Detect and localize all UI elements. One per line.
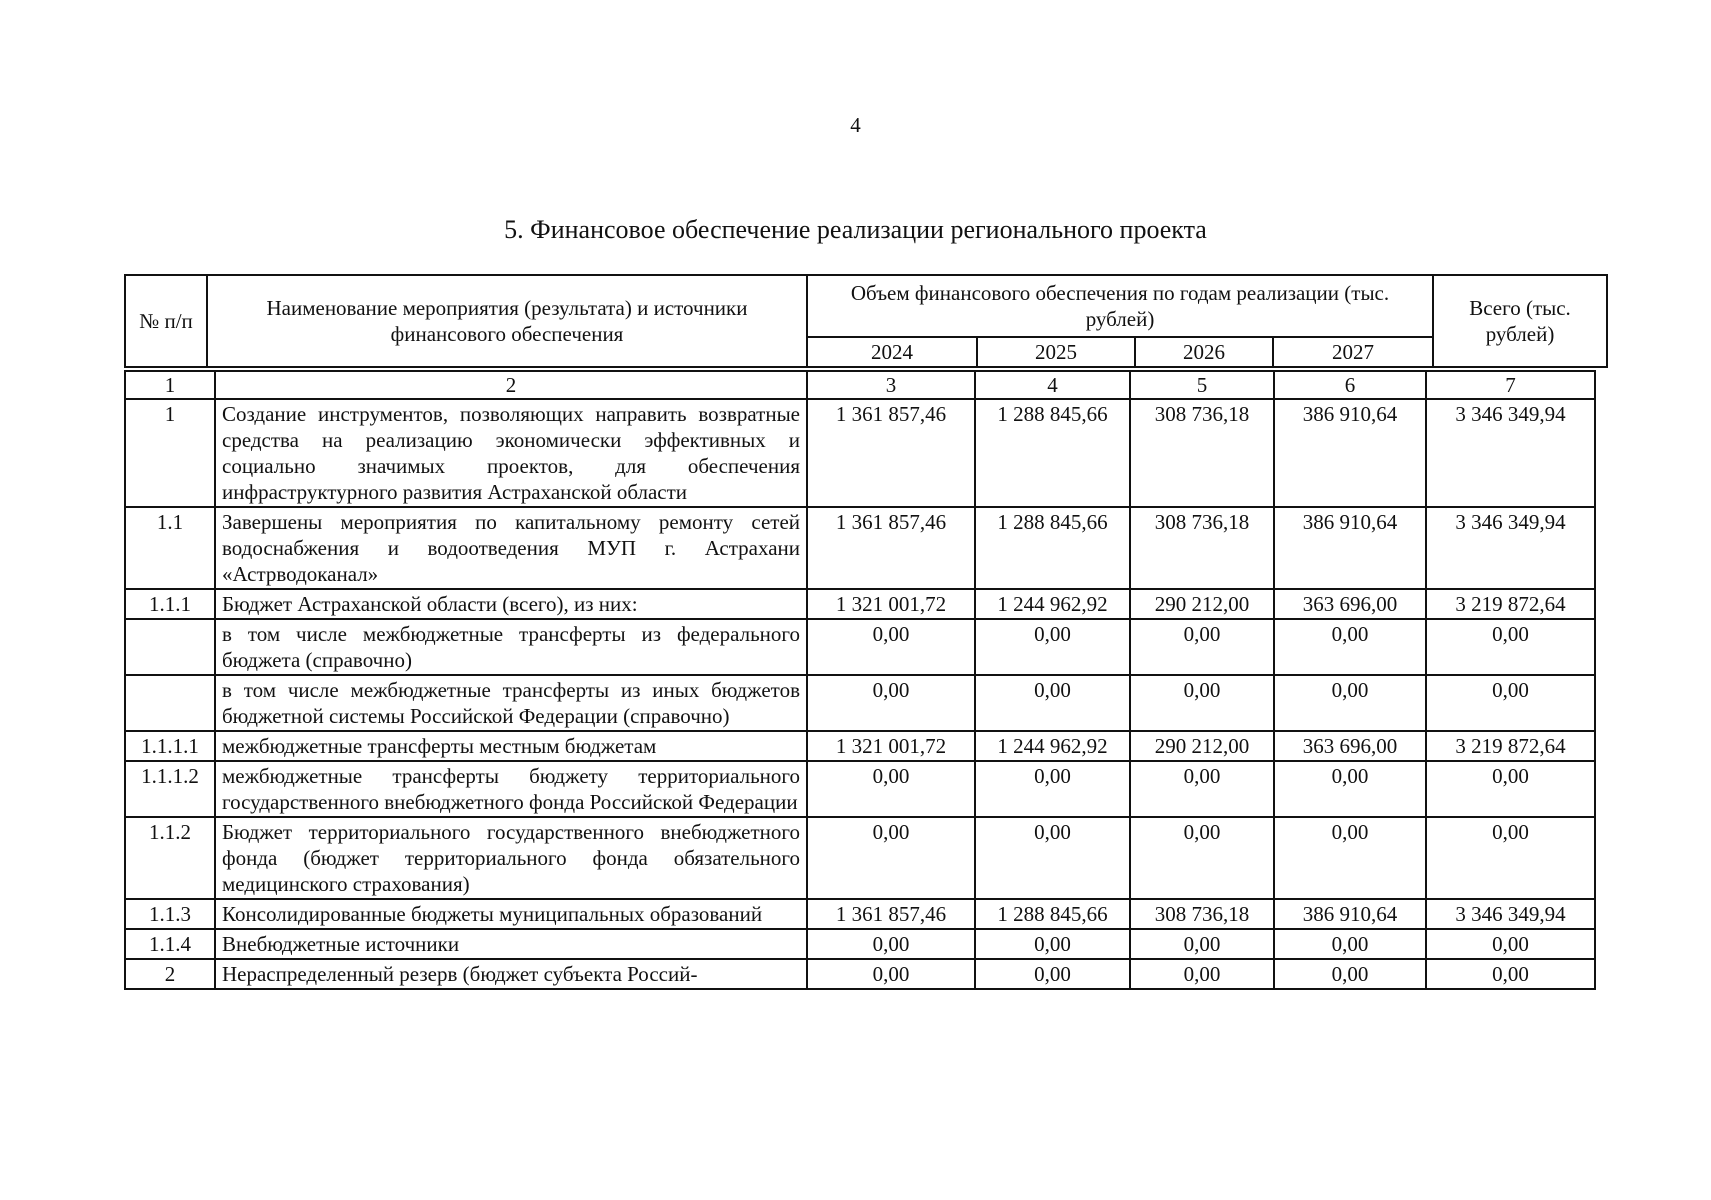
row-name: межбюджетные трансферты бюджету территориального государственного внебюджетного фонда Российской Федерации	[215, 761, 807, 817]
table-row	[125, 899, 1595, 929]
header-num: № п/п	[125, 275, 207, 367]
row-number	[125, 675, 215, 731]
row-name: Бюджет Астраханской области (всего), из них:	[215, 589, 807, 619]
row-number: 1.1.2	[125, 817, 215, 899]
row-name: Консолидированные бюджеты муниципальных образований	[215, 899, 807, 929]
column-number-row	[125, 371, 1595, 399]
column-number: 1	[125, 371, 215, 399]
row-number: 1.1.4	[125, 929, 215, 959]
header-year: 2026	[1135, 337, 1273, 367]
row-value-total: 0,00	[1426, 929, 1595, 959]
header-total: Всего (тыс. рублей)	[1433, 275, 1607, 367]
row-value-year: 0,00	[1274, 675, 1426, 731]
row-value-year: 1 288 845,66	[975, 399, 1130, 507]
row-value-year: 1 288 845,66	[975, 899, 1130, 929]
column-number: 2	[215, 371, 807, 399]
row-value-year: 1 288 845,66	[975, 507, 1130, 589]
row-number: 1.1.1	[125, 589, 215, 619]
row-value-year: 290 212,00	[1130, 589, 1274, 619]
row-value-year: 0,00	[1274, 761, 1426, 817]
table-row	[125, 399, 1595, 507]
row-value-year: 0,00	[1130, 929, 1274, 959]
row-value-year: 308 736,18	[1130, 507, 1274, 589]
row-value-year: 1 321 001,72	[807, 589, 975, 619]
row-value-total: 0,00	[1426, 817, 1595, 899]
row-number	[125, 619, 215, 675]
row-value-total: 3 346 349,94	[1426, 399, 1595, 507]
header-volume: Объем финансового обеспечения по годам реализации (тыс. рублей)	[807, 275, 1433, 337]
row-name: в том числе межбюджетные трансферты из федерального бюджета (справочно)	[215, 619, 807, 675]
table-row	[125, 761, 1595, 817]
row-value-year: 0,00	[807, 761, 975, 817]
section-title: 5. Финансовое обеспечение реализации регионального проекта	[504, 215, 1207, 244]
column-number: 4	[975, 371, 1130, 399]
table-row	[125, 619, 1595, 675]
row-value-total: 0,00	[1426, 619, 1595, 675]
row-value-total: 3 346 349,94	[1426, 507, 1595, 589]
header-year: 2027	[1273, 337, 1433, 367]
row-value-year: 0,00	[1274, 959, 1426, 989]
row-value-year: 1 244 962,92	[975, 589, 1130, 619]
row-value-year: 308 736,18	[1130, 399, 1274, 507]
table-row	[125, 959, 1595, 989]
row-value-year: 0,00	[975, 929, 1130, 959]
row-value-year: 0,00	[975, 959, 1130, 989]
page-number: 4	[850, 113, 861, 137]
header-year: 2025	[977, 337, 1135, 367]
row-name: Внебюджетные источники	[215, 929, 807, 959]
row-value-year: 1 361 857,46	[807, 899, 975, 929]
row-number: 1.1.3	[125, 899, 215, 929]
finance-table	[124, 370, 1596, 990]
row-value-year: 1 321 001,72	[807, 731, 975, 761]
row-value-year: 386 910,64	[1274, 507, 1426, 589]
row-value-year: 0,00	[1274, 619, 1426, 675]
row-value-year: 386 910,64	[1274, 399, 1426, 507]
row-value-total: 3 219 872,64	[1426, 731, 1595, 761]
row-number: 2	[125, 959, 215, 989]
row-name: межбюджетные трансферты местным бюджетам	[215, 731, 807, 761]
row-value-year: 363 696,00	[1274, 589, 1426, 619]
header-name: Наименование мероприятия (результата) и источники финансового обеспечения	[207, 275, 807, 367]
row-value-year: 0,00	[1130, 959, 1274, 989]
column-number: 6	[1274, 371, 1426, 399]
row-value-year: 0,00	[1274, 817, 1426, 899]
row-value-year: 0,00	[1130, 675, 1274, 731]
row-value-year: 1 361 857,46	[807, 507, 975, 589]
table-row	[125, 507, 1595, 589]
header-year: 2024	[807, 337, 977, 367]
row-name: в том числе межбюджетные трансферты из иных бюджетов бюджетной системы Российской Федерации (справочно)	[215, 675, 807, 731]
table-row	[125, 929, 1595, 959]
table-body	[125, 399, 1595, 989]
row-value-year: 0,00	[807, 929, 975, 959]
column-number: 5	[1130, 371, 1274, 399]
row-value-total: 0,00	[1426, 959, 1595, 989]
table-row	[125, 589, 1595, 619]
row-value-year: 0,00	[1130, 761, 1274, 817]
row-value-year: 0,00	[975, 675, 1130, 731]
row-value-year: 0,00	[1130, 817, 1274, 899]
row-value-year: 0,00	[807, 817, 975, 899]
row-value-year: 0,00	[807, 675, 975, 731]
row-name: Создание инструментов, позволяющих направить возвратные средства на реализацию экономически эффективных и социально значимых проектов, для обеспечения инфраструктурного развития Астраханской области	[215, 399, 807, 507]
column-number: 7	[1426, 371, 1595, 399]
row-value-year: 1 361 857,46	[807, 399, 975, 507]
row-value-year: 1 244 962,92	[975, 731, 1130, 761]
row-value-total: 3 219 872,64	[1426, 589, 1595, 619]
row-value-year: 0,00	[1130, 619, 1274, 675]
row-name: Завершены мероприятия по капитальному ремонту сетей водоснабжения и водоотведения МУП г. Астрахани «Астрводоканал»	[215, 507, 807, 589]
row-value-total: 3 346 349,94	[1426, 899, 1595, 929]
row-value-year: 363 696,00	[1274, 731, 1426, 761]
row-number: 1.1	[125, 507, 215, 589]
table-row	[125, 731, 1595, 761]
row-value-year: 0,00	[975, 817, 1130, 899]
row-value-total: 0,00	[1426, 675, 1595, 731]
row-value-year: 0,00	[975, 761, 1130, 817]
row-name: Нераспределенный резерв (бюджет субъекта Россий-	[215, 959, 807, 989]
row-value-year: 0,00	[807, 619, 975, 675]
row-value-total: 0,00	[1426, 761, 1595, 817]
row-value-year: 0,00	[975, 619, 1130, 675]
row-number: 1.1.1.2	[125, 761, 215, 817]
row-number: 1	[125, 399, 215, 507]
table-row	[125, 675, 1595, 731]
row-number: 1.1.1.1	[125, 731, 215, 761]
column-number: 3	[807, 371, 975, 399]
row-name: Бюджет территориального государственного внебюджетного фонда (бюджет территориального фонда обязательного медицинского страхования)	[215, 817, 807, 899]
row-value-year: 308 736,18	[1130, 899, 1274, 929]
row-value-year: 0,00	[1274, 929, 1426, 959]
table-row	[125, 817, 1595, 899]
row-value-year: 0,00	[807, 959, 975, 989]
row-value-year: 386 910,64	[1274, 899, 1426, 929]
row-value-year: 290 212,00	[1130, 731, 1274, 761]
table-header	[124, 274, 1608, 368]
